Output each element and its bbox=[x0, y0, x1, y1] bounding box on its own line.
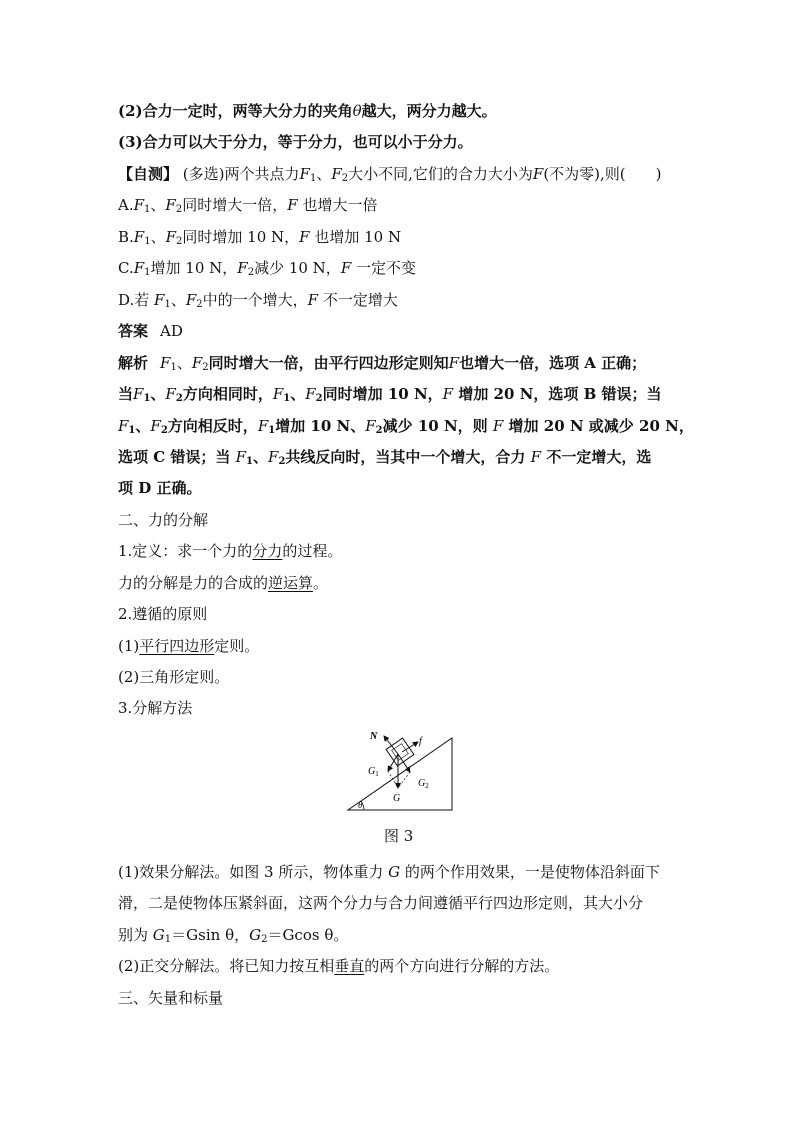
analysis-text: 同时增大一倍，由平行四边形定则知 bbox=[208, 354, 449, 372]
underlined-blank: 垂直 bbox=[334, 957, 365, 975]
effect-text: 的两个作用效果，一是使物体沿斜面下 bbox=[404, 863, 660, 881]
f1-symbol: F bbox=[272, 385, 284, 403]
definition-text: 1.定义：求一个力的 bbox=[118, 542, 253, 560]
f2-symbol: F bbox=[185, 291, 197, 309]
rule-3: (3)合力可以大于分力，等于分力，也可以小于分力。 bbox=[118, 133, 473, 151]
f2-symbol: F bbox=[165, 196, 176, 214]
subscript: 1 bbox=[144, 267, 151, 278]
subscript: 2 bbox=[202, 362, 209, 373]
g2-symbol: G bbox=[249, 926, 262, 944]
rule-2-text: (2)合力一定时，两等大分力的夹角 bbox=[118, 102, 353, 120]
self-test-question bbox=[118, 164, 662, 184]
option-label: A. bbox=[118, 196, 134, 214]
subscript: 1 bbox=[128, 425, 136, 436]
analysis-text: 方向相反时， bbox=[167, 417, 258, 435]
option-text: 同时增大一倍， bbox=[182, 196, 288, 214]
f1-symbol: F bbox=[118, 417, 129, 435]
subscript: 2 bbox=[247, 267, 255, 278]
separator: 、 bbox=[170, 291, 186, 309]
question-text: (不为零),则( ) bbox=[543, 165, 662, 183]
f2-symbol: F bbox=[150, 417, 161, 435]
principle-heading: 2.遵循的原则 bbox=[118, 605, 208, 623]
separator: 、 bbox=[316, 165, 332, 183]
subscript: 1 bbox=[283, 393, 291, 404]
f2-symbol: F bbox=[268, 448, 279, 466]
rule-2-text-end: 越大，两分力越大。 bbox=[361, 102, 497, 120]
rule-2 bbox=[118, 101, 497, 121]
f2-symbol: F bbox=[191, 354, 203, 372]
option-label: C. bbox=[118, 259, 134, 277]
underlined-blank: 逆运算 bbox=[268, 574, 314, 592]
f2-symbol: F bbox=[237, 259, 248, 277]
inverse-operation bbox=[118, 573, 328, 593]
equation: ＝Gsin θ， bbox=[171, 926, 250, 944]
f-symbol: F bbox=[299, 228, 310, 246]
f-symbol: F bbox=[492, 417, 504, 435]
subscript: 2 bbox=[315, 393, 323, 404]
option-text: 增加 10 N， bbox=[150, 259, 238, 277]
analysis-text: 当 bbox=[118, 385, 134, 403]
f-symbol: F bbox=[448, 354, 460, 372]
analysis-text: 也增大一倍，选项 A 正确； bbox=[459, 354, 647, 372]
principle-text: (1) bbox=[118, 637, 140, 655]
option-text: 也增加 10 N bbox=[314, 228, 402, 246]
g1-symbol: G bbox=[152, 926, 165, 944]
option-text: 也增大一倍 bbox=[302, 196, 378, 214]
label-f: f bbox=[419, 736, 422, 747]
f2-symbol: F bbox=[305, 385, 316, 403]
analysis-text: 同时增加 10 N， bbox=[322, 385, 443, 403]
subscript: 2 bbox=[160, 425, 168, 436]
label-g2: $G_2$ bbox=[418, 778, 429, 790]
section-2-title: 二、力的分解 bbox=[118, 511, 209, 529]
f2-symbol: F bbox=[365, 417, 376, 435]
effect-text: 别为 bbox=[118, 926, 149, 944]
subscript: 1 bbox=[309, 173, 317, 184]
principle-2: (2)三角形定则。 bbox=[118, 668, 230, 686]
option-text: 中的一个增大， bbox=[202, 291, 308, 309]
analysis-text: 不一定增大，选 bbox=[546, 448, 652, 466]
label-g1: $G_1$ bbox=[368, 766, 379, 778]
separator: 、 bbox=[135, 417, 151, 435]
subscript: 2 bbox=[196, 299, 203, 310]
label-n: N bbox=[370, 731, 378, 742]
subscript: 2 bbox=[175, 204, 183, 215]
section-3-title: 三、矢量和标量 bbox=[118, 989, 224, 1007]
f-symbol: F bbox=[287, 196, 298, 214]
subscript: 2 bbox=[176, 236, 183, 247]
option-b bbox=[118, 227, 401, 247]
separator: 、 bbox=[253, 448, 269, 466]
option-text: 一定不变 bbox=[356, 259, 417, 277]
effect-line-2: 滑，二是使物体压紧斜面，这两个分力与合力间遵循平行四边形定则，其大小分 bbox=[118, 894, 644, 912]
f-symbol: F bbox=[307, 291, 319, 309]
f-symbol: F bbox=[340, 259, 352, 277]
underlined-blank: 平行四边形 bbox=[139, 637, 215, 655]
answer-value: AD bbox=[160, 322, 183, 340]
subscript: 1 bbox=[144, 236, 151, 247]
f2-symbol: F bbox=[331, 165, 342, 183]
effect-line-1 bbox=[118, 862, 660, 882]
definition-text: 的过程。 bbox=[282, 542, 343, 560]
definition bbox=[118, 541, 342, 561]
subscript: 1 bbox=[164, 299, 171, 310]
subscript: 1 bbox=[143, 393, 151, 404]
ortho-text: 的两个方向进行分解的方法。 bbox=[364, 957, 560, 975]
separator: 、 bbox=[176, 354, 192, 372]
underlined-blank: 分力 bbox=[252, 542, 283, 560]
option-text: 同时增加 10 N， bbox=[182, 228, 300, 246]
question-text: (多选)两个共点力 bbox=[182, 165, 300, 183]
subscript: 1 bbox=[246, 456, 254, 467]
analysis-label: 解析 bbox=[118, 354, 149, 372]
block bbox=[386, 738, 414, 766]
f1-symbol: F bbox=[257, 417, 269, 435]
f1-symbol: F bbox=[160, 354, 171, 372]
theta-symbol: θ bbox=[352, 102, 362, 120]
effect-line-3 bbox=[118, 925, 348, 945]
option-c bbox=[118, 258, 416, 278]
analysis-text: 增加 20 N，选项 B 错误；当 bbox=[458, 385, 662, 403]
analysis-text: 选项 C 错误；当 bbox=[118, 448, 231, 466]
subscript: 2 bbox=[375, 425, 383, 436]
normal-force-arrow bbox=[384, 736, 398, 754]
f1-symbol: F bbox=[133, 259, 145, 277]
self-test-tag: 【自测】 bbox=[118, 165, 179, 183]
option-text: 不一定增大 bbox=[322, 291, 398, 309]
analysis-line-3 bbox=[118, 416, 694, 436]
subscript: 1 bbox=[268, 425, 276, 436]
analysis-text: 增加 10 N、 bbox=[275, 417, 366, 435]
incline-figure bbox=[340, 730, 460, 816]
orthogonal-line bbox=[118, 956, 559, 976]
label-g: G bbox=[393, 793, 401, 804]
f-symbol: F bbox=[442, 385, 454, 403]
subscript: 1 bbox=[170, 362, 177, 373]
option-label: D.若 bbox=[118, 291, 150, 309]
g1-arrow bbox=[388, 754, 398, 771]
separator: 、 bbox=[150, 196, 166, 214]
analysis-line-5: 项 D 正确。 bbox=[118, 479, 202, 497]
principle-1 bbox=[118, 636, 259, 656]
option-text: 减少 10 N， bbox=[254, 259, 341, 277]
analysis-text: 方向相同时， bbox=[182, 385, 273, 403]
effect-text: (1)效果分解法。如图 3 所示，物体重力 bbox=[118, 863, 384, 881]
subscript: 2 bbox=[175, 393, 183, 404]
ortho-text: (2)正交分解法。将已知力按互相 bbox=[118, 957, 335, 975]
method-heading: 3.分解方法 bbox=[118, 699, 193, 717]
subscript: 2 bbox=[261, 934, 268, 945]
inverse-text: 。 bbox=[313, 574, 329, 592]
inverse-text: 力的分解是力的合成的 bbox=[118, 574, 269, 592]
friction-arrow bbox=[402, 742, 418, 752]
subscript: 1 bbox=[164, 934, 172, 945]
option-d bbox=[118, 290, 398, 310]
subscript: 1 bbox=[144, 204, 151, 215]
analysis-line-1 bbox=[118, 353, 646, 373]
f2-symbol: F bbox=[165, 228, 177, 246]
question-text: 大小不同,它们的合力大小为 bbox=[348, 165, 533, 183]
analysis-text: 减少 10 N，则 bbox=[382, 417, 488, 435]
separator: 、 bbox=[150, 385, 166, 403]
label-theta: θ bbox=[358, 800, 363, 810]
f-symbol: F bbox=[532, 165, 544, 183]
f1-symbol: F bbox=[133, 228, 145, 246]
figure-caption: 图 3 bbox=[384, 827, 414, 845]
subscript: 2 bbox=[341, 173, 349, 184]
f2-symbol: F bbox=[165, 385, 176, 403]
f1-symbol: F bbox=[299, 165, 310, 183]
f1-symbol: F bbox=[133, 196, 145, 214]
f1-symbol: F bbox=[133, 385, 144, 403]
separator: 、 bbox=[290, 385, 306, 403]
separator: 、 bbox=[150, 228, 166, 246]
f-symbol: F bbox=[530, 448, 542, 466]
equation: ＝Gcos θ。 bbox=[267, 926, 349, 944]
option-a bbox=[118, 195, 377, 215]
subscript: 2 bbox=[278, 456, 286, 467]
answer-label: 答案 bbox=[118, 322, 149, 340]
analysis-line-4 bbox=[118, 447, 651, 467]
analysis-line-2 bbox=[118, 384, 661, 404]
g-symbol: G bbox=[388, 863, 401, 881]
f1-symbol: F bbox=[235, 448, 247, 466]
analysis-text: 共线反向时，当其中一个增大，合力 bbox=[285, 448, 526, 466]
answer bbox=[118, 321, 183, 341]
option-label: B. bbox=[118, 228, 134, 246]
principle-text: 定则。 bbox=[214, 637, 260, 655]
parallelogram-dash-1 bbox=[388, 771, 398, 788]
f1-symbol: F bbox=[154, 291, 165, 309]
analysis-text: 增加 20 N 或减少 20 N， bbox=[508, 417, 694, 435]
